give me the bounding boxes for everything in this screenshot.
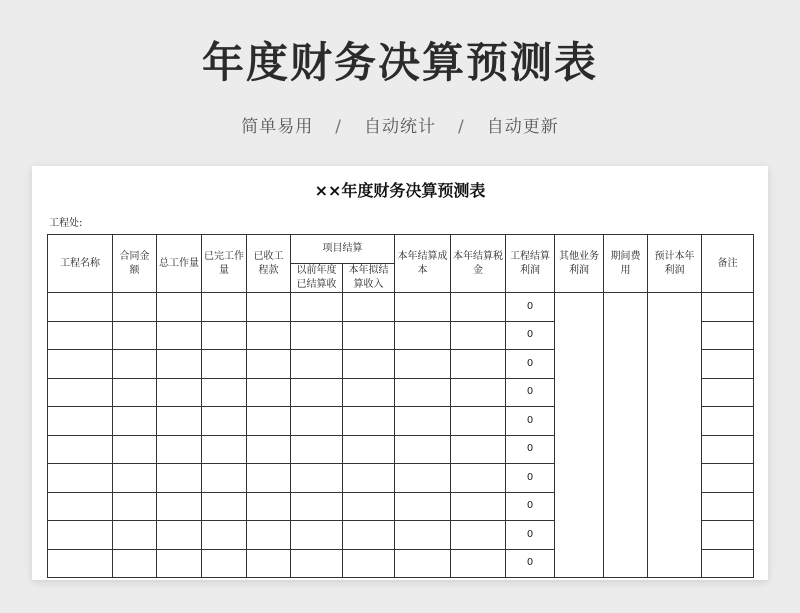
- table-body: [48, 293, 754, 578]
- table-cell[interactable]: [343, 549, 395, 578]
- table-cell[interactable]: [451, 435, 506, 464]
- profit-cell[interactable]: 0: [506, 549, 555, 578]
- profit-cell[interactable]: 0: [506, 521, 555, 550]
- table-cell[interactable]: [202, 321, 247, 350]
- table-cell[interactable]: [202, 464, 247, 493]
- table-cell[interactable]: [48, 492, 113, 521]
- table-cell[interactable]: [247, 350, 291, 379]
- feature-tag: 简单易用: [241, 117, 314, 137]
- table-cell[interactable]: [247, 549, 291, 578]
- remarks-cell[interactable]: [702, 321, 754, 350]
- profit-cell[interactable]: 0: [506, 350, 555, 379]
- table-cell[interactable]: [157, 350, 202, 379]
- remarks-cell[interactable]: [702, 521, 754, 550]
- header-remarks: 备注: [702, 235, 754, 293]
- header-contract-amount: 合同金额: [113, 235, 157, 293]
- table-cell[interactable]: [202, 435, 247, 464]
- table-cell[interactable]: [113, 549, 157, 578]
- table-cell[interactable]: [202, 378, 247, 407]
- profit-cell[interactable]: 0: [506, 321, 555, 350]
- table-row: [48, 293, 754, 322]
- header-completed-workload: 已完工作量: [202, 235, 247, 293]
- remarks-cell[interactable]: [702, 435, 754, 464]
- page-title: 年度财务决算预测表: [201, 38, 598, 87]
- header-expected-profit: 预计本年利润: [648, 235, 702, 293]
- table-cell[interactable]: [48, 521, 113, 550]
- table-cell[interactable]: [451, 407, 506, 436]
- tag-separator: /: [458, 117, 465, 137]
- table-cell[interactable]: [451, 492, 506, 521]
- feature-tag: 自动统计: [364, 117, 436, 137]
- table-cell[interactable]: [113, 521, 157, 550]
- table-cell[interactable]: [451, 350, 506, 379]
- header-other-profit: 其他业务利润: [555, 235, 604, 293]
- remarks-cell[interactable]: [702, 464, 754, 493]
- project-label: 工程处:: [49, 218, 83, 229]
- table-cell[interactable]: [291, 407, 343, 436]
- table-cell[interactable]: [395, 293, 451, 322]
- table-cell[interactable]: [48, 378, 113, 407]
- table-cell[interactable]: [343, 350, 395, 379]
- table-cell[interactable]: [343, 435, 395, 464]
- table-cell[interactable]: [451, 293, 506, 322]
- header-period-expense: 期间费用: [604, 235, 648, 293]
- table-cell[interactable]: [343, 378, 395, 407]
- table-cell[interactable]: [343, 321, 395, 350]
- period-expense-cell[interactable]: [604, 293, 648, 578]
- header-settlement-tax: 本年结算税金: [451, 235, 506, 293]
- table-cell[interactable]: [291, 293, 343, 322]
- table-cell[interactable]: [395, 549, 451, 578]
- remarks-cell[interactable]: [702, 350, 754, 379]
- table-cell[interactable]: [395, 521, 451, 550]
- table-cell[interactable]: [395, 407, 451, 436]
- table-cell[interactable]: [202, 549, 247, 578]
- table-cell[interactable]: [113, 293, 157, 322]
- table-cell[interactable]: [157, 293, 202, 322]
- feature-tag: 自动更新: [486, 117, 559, 137]
- table-cell[interactable]: [48, 407, 113, 436]
- table-cell[interactable]: [157, 378, 202, 407]
- feature-tags: [0, 112, 800, 137]
- table-cell[interactable]: [343, 464, 395, 493]
- table-cell[interactable]: [113, 407, 157, 436]
- table-cell[interactable]: [291, 549, 343, 578]
- table-cell[interactable]: [157, 435, 202, 464]
- profit-cell[interactable]: 0: [506, 293, 555, 322]
- table-cell[interactable]: [157, 407, 202, 436]
- table-cell[interactable]: [291, 321, 343, 350]
- table-cell[interactable]: [48, 321, 113, 350]
- table-cell[interactable]: [395, 321, 451, 350]
- table-cell[interactable]: [395, 435, 451, 464]
- remarks-cell[interactable]: [702, 378, 754, 407]
- table-cell[interactable]: [202, 293, 247, 322]
- table-cell[interactable]: [157, 521, 202, 550]
- table-cell[interactable]: [291, 492, 343, 521]
- table-cell[interactable]: [202, 492, 247, 521]
- table-cell[interactable]: [113, 321, 157, 350]
- table-cell[interactable]: [395, 464, 451, 493]
- header-total-workload: 总工作量: [157, 235, 202, 293]
- table-cell[interactable]: [202, 521, 247, 550]
- table-cell[interactable]: [202, 407, 247, 436]
- table-cell[interactable]: [451, 521, 506, 550]
- table-cell[interactable]: [113, 350, 157, 379]
- table-cell[interactable]: [202, 350, 247, 379]
- table-cell[interactable]: [451, 549, 506, 578]
- remarks-cell[interactable]: [702, 293, 754, 322]
- other-profit-cell[interactable]: [555, 293, 604, 578]
- table-cell[interactable]: [291, 378, 343, 407]
- table-cell[interactable]: [451, 464, 506, 493]
- table-cell[interactable]: [48, 549, 113, 578]
- header-settlement-cost: 本年结算成本: [395, 235, 451, 293]
- sheet-title: ××年度财务决算预测表: [314, 181, 486, 200]
- remarks-cell[interactable]: [702, 549, 754, 578]
- table-cell[interactable]: [48, 464, 113, 493]
- table-cell[interactable]: [157, 492, 202, 521]
- table-cell[interactable]: [113, 378, 157, 407]
- table-cell[interactable]: [247, 464, 291, 493]
- table-cell[interactable]: [451, 321, 506, 350]
- profit-cell[interactable]: 0: [506, 378, 555, 407]
- profit-cell[interactable]: 0: [506, 407, 555, 436]
- table-cell[interactable]: [247, 407, 291, 436]
- table-cell[interactable]: [291, 521, 343, 550]
- table-cell[interactable]: [247, 435, 291, 464]
- spreadsheet-preview: [32, 166, 768, 580]
- table-cell[interactable]: [343, 407, 395, 436]
- forecast-table: [47, 234, 754, 578]
- header-planned-settlement: 本年拟结算收入: [343, 264, 395, 293]
- tag-separator: /: [335, 117, 342, 137]
- table-cell[interactable]: [343, 521, 395, 550]
- profit-cell[interactable]: 0: [506, 492, 555, 521]
- table-cell[interactable]: [395, 378, 451, 407]
- table-cell[interactable]: [157, 464, 202, 493]
- table-cell[interactable]: [113, 492, 157, 521]
- header-collected-payment: 已收工程款: [247, 235, 291, 293]
- table-cell[interactable]: [247, 378, 291, 407]
- table-cell[interactable]: [343, 293, 395, 322]
- expected-profit-cell[interactable]: [648, 293, 702, 578]
- table-cell[interactable]: [247, 293, 291, 322]
- header-settlement-profit: 工程结算利润: [506, 235, 555, 293]
- table-cell[interactable]: [48, 435, 113, 464]
- table-cell[interactable]: [291, 464, 343, 493]
- table-cell[interactable]: [48, 293, 113, 322]
- table-cell[interactable]: [113, 435, 157, 464]
- remarks-cell[interactable]: [702, 492, 754, 521]
- table-cell[interactable]: [48, 350, 113, 379]
- table-cell[interactable]: [291, 435, 343, 464]
- table-cell[interactable]: [395, 492, 451, 521]
- table-cell[interactable]: [291, 350, 343, 379]
- header-project-settlement: 项目结算: [291, 235, 395, 264]
- header-project-name: 工程名称: [48, 235, 113, 293]
- table-cell[interactable]: [247, 321, 291, 350]
- table-cell[interactable]: [157, 321, 202, 350]
- table-cell[interactable]: [395, 350, 451, 379]
- table-cell[interactable]: [113, 464, 157, 493]
- header-prior-settled: 以前年度已结算收: [291, 264, 343, 293]
- remarks-cell[interactable]: [702, 407, 754, 436]
- table-cell[interactable]: [451, 378, 506, 407]
- table-cell[interactable]: [157, 549, 202, 578]
- profit-cell[interactable]: 0: [506, 464, 555, 493]
- table-cell[interactable]: [343, 492, 395, 521]
- table-cell[interactable]: [247, 521, 291, 550]
- table-cell[interactable]: [247, 492, 291, 521]
- profit-cell[interactable]: 0: [506, 435, 555, 464]
